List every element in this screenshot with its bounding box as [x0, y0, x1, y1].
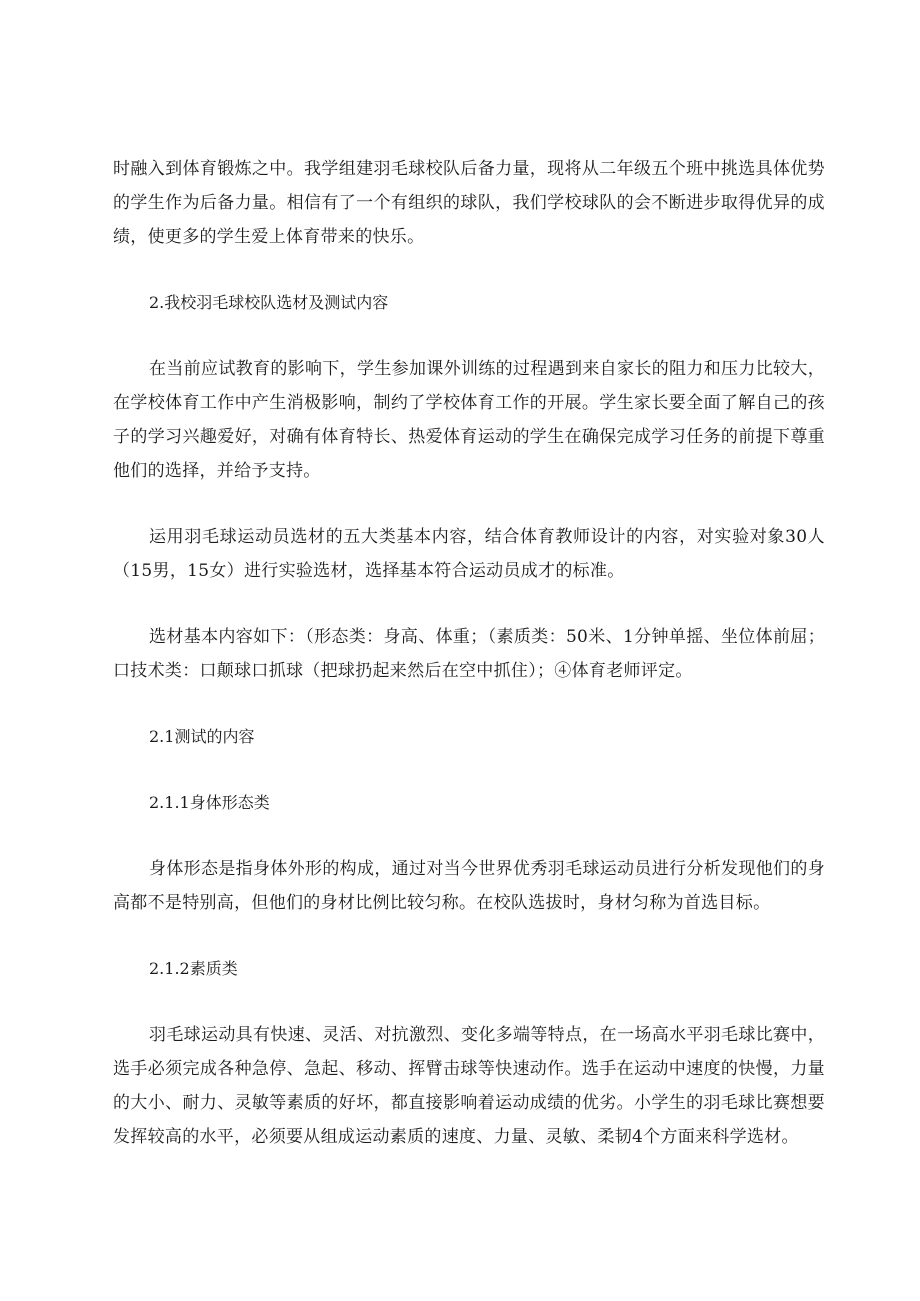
paragraph-body-shape: 身体形态是指身体外形的构成，通过对当今世界优秀羽毛球运动员进行分析发现他们的身高都不是特别高，但他们的身材比例比较匀称。在校队选拔时，身材匀称为首选目标。 [113, 859, 825, 913]
spacer [113, 254, 825, 286]
paragraph-context: 在当前应试教育的影响下，学生参加课外训练的过程遇到来自家长的阻力和压力比较大，在学校体育工作中产生消极影响，制约了学校体育工作的开展。学生家长要全面了解自己的孩子的学习兴趣爱好，对确有体育特长、热爱体育运动的学生在确保完成学习任务的前提下尊重他们的选择，并给予支持。 [113, 359, 825, 481]
spacer [113, 986, 825, 1018]
spacer [113, 920, 825, 952]
spacer [113, 588, 825, 620]
spacer [113, 688, 825, 720]
paragraph-method: 运用羽毛球运动员选材的五大类基本内容，结合体育教师设计的内容，对实验对象30人（15男，15女）进行实验选材，选择基本符合运动员成才的标准。 [113, 527, 825, 581]
spacer [113, 754, 825, 786]
spacer [113, 320, 825, 352]
paragraph-selection-content: 选材基本内容如下：（形态类：身高、体重；（素质类：50米、1分钟单摇、坐位体前屈；口技术类：口颠球口抓球（把球扔起来然后在空中抓住）；④体育老师评定。 [113, 627, 825, 681]
section-heading-2: 2.我校羽毛球校队选材及测试内容 [149, 293, 389, 312]
spacer [113, 820, 825, 852]
paragraph-continuation: 时融入到体育锻炼之中。我学组建羽毛球校队后备力量，现将从二年级五个班中挑选具体优势的学生作为后备力量。相信有了一个有组织的球队，我们学校球队的会不断进步取得优异的成绩，使更多的学生爱上体育带来的快乐。 [113, 159, 825, 247]
section-heading-2-1-2: 2.1.2素质类 [149, 959, 238, 978]
document-page [113, 152, 825, 1154]
section-heading-2-1: 2.1测试的内容 [149, 727, 255, 746]
spacer [113, 488, 825, 520]
paragraph-physical-quality: 羽毛球运动具有快速、灵活、对抗激烈、变化多端等特点，在一场高水平羽毛球比赛中，选手必须完成各种急停、急起、移动、挥臂击球等快速动作。选手在运动中速度的快慢，力量的大小、耐力、灵敏等素质的好坏，都直接影响着运动成绩的优劣。小学生的羽毛球比赛想要发挥较高的水平，必须要从组成运动素质的速度、力量、灵敏、柔韧4个方面来科学选材。 [113, 1025, 825, 1147]
section-heading-2-1-1: 2.1.1身体形态类 [149, 793, 270, 812]
